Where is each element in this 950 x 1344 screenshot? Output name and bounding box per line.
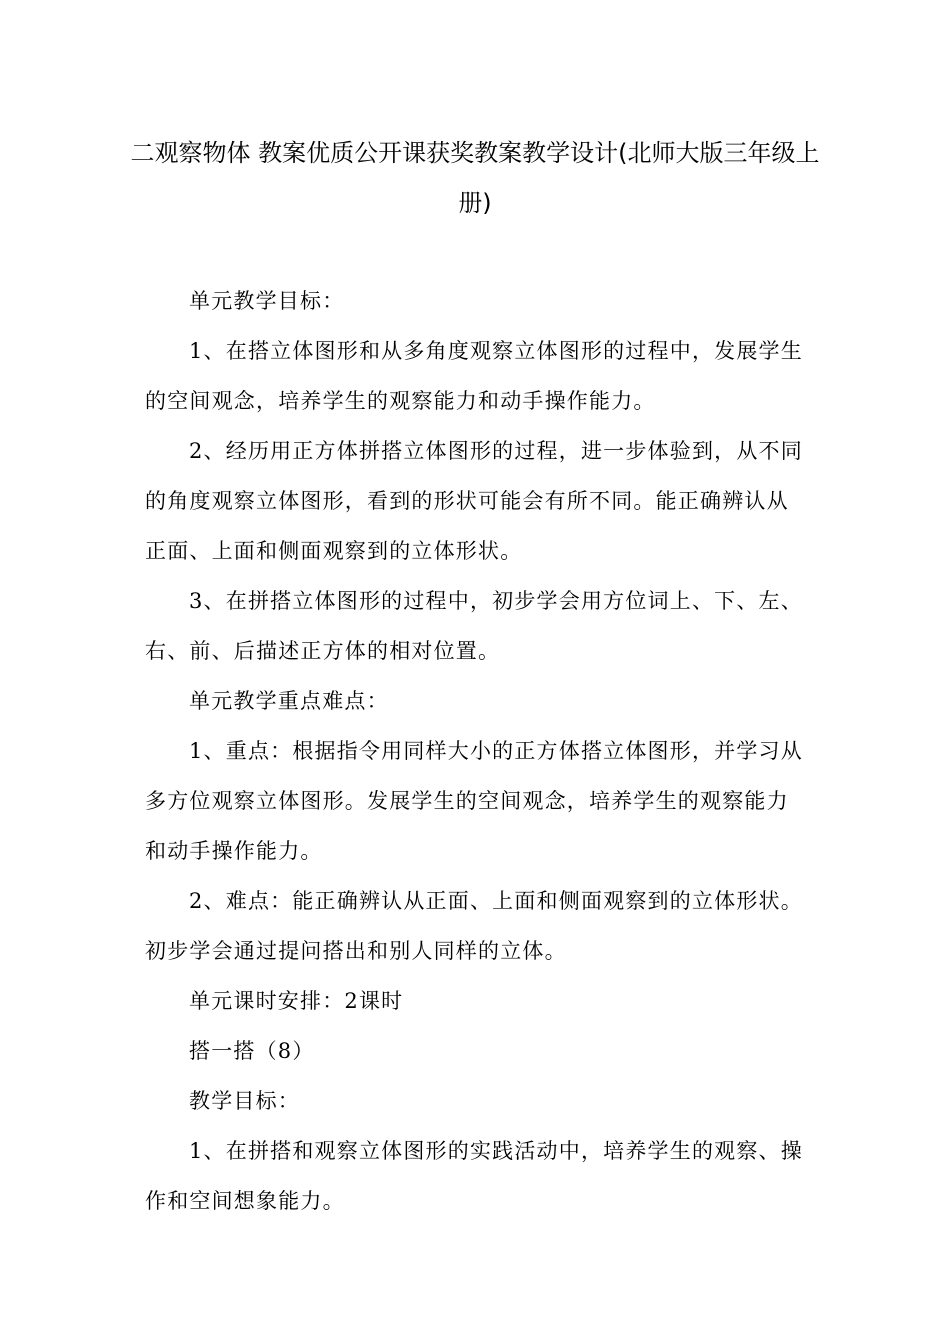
lesson-objective-1: 1、在拼搭和观察立体图形的实践活动中，培养学生的观察、操作和空间想象能力。 xyxy=(145,1139,803,1213)
lesson-objectives-heading: 教学目标： xyxy=(189,1089,300,1113)
objective-1: 1、在搭立体图形和从多角度观察立体图形的过程中，发展学生的空间观念，培养学生的观察能力和动手操作能力。 xyxy=(145,339,803,413)
objective-2: 2、经历用正方体拼搭立体图形的过程，进一步体验到，从不同的角度观察立体图形，看到的形状可能会有所不同。能正确辨认从正面、上面和侧面观察到的立体形状。 xyxy=(145,439,803,563)
document-body xyxy=(145,276,810,1226)
objective-3: 3、在拼搭立体图形的过程中，初步学会用方位词上、下、左、右、前、后描述正方体的相对位置。 xyxy=(145,589,803,663)
class-hours: 单元课时安排：2课时 xyxy=(189,989,404,1013)
difficulty-point: 2、难点：能正确辨认从正面、上面和侧面观察到的立体形状。初步学会通过提问搭出和别人同样的立体。 xyxy=(145,889,803,963)
key-point: 1、重点：根据指令用同样大小的正方体搭立体图形，并学习从多方位观察立体图形。发展学生的空间观念，培养学生的观察能力和动手操作能力。 xyxy=(145,739,803,863)
lesson-title: 搭一搭（8） xyxy=(189,1039,315,1063)
key-difficulties-heading: 单元教学重点难点： xyxy=(189,689,389,713)
document-title: 二观察物体 教案优质公开课获奖教案教学设计(北师大版三年级上册) xyxy=(130,139,820,217)
unit-objectives-heading: 单元教学目标： xyxy=(189,289,345,313)
